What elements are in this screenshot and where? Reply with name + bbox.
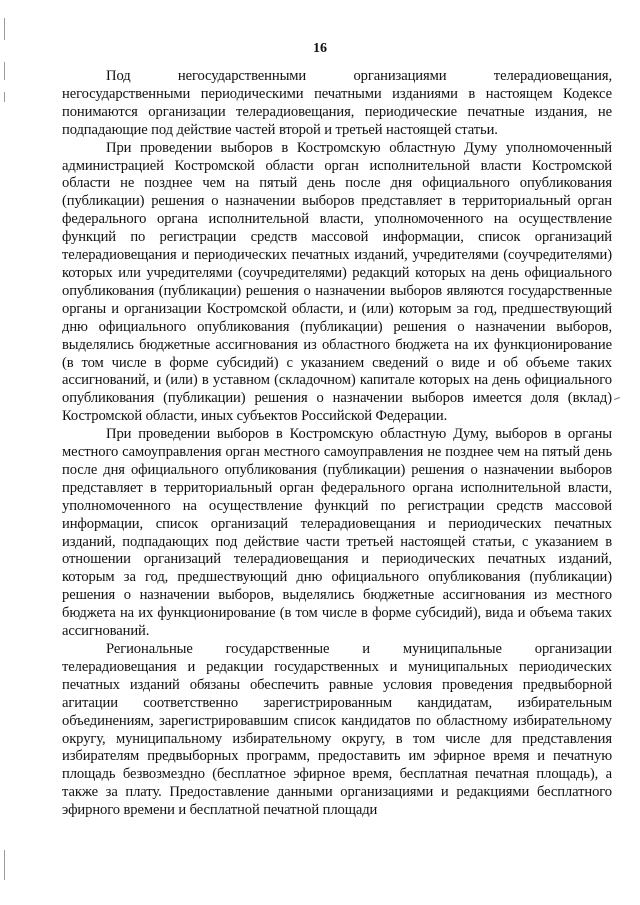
scan-speck [614, 397, 620, 400]
paragraph-equal-conditions: Региональные государственные и муниципальные организации телерадиовещания и редакции государственных и муниципальных периодических печатных изданий обязаны обеспечить равные условия проведения предвыборной агитации соответственно зарегистрированным кандидатам, избирательным объединениям, зарегистрировавшим список кандидатов по областному избирательному округу, муниципальному избирательному округу, в том числе для представления избирателям предвыборных программ, предоставить им эфирное время и печатную площадь безвозмездно (бесплатное эфирное время, бесплатная печатная площадь), а также за плату. Предоставление данными организациями и редакциями бесплатного эфирного времени и бесплатной печатной площади [62, 641, 612, 819]
paragraph-definition: Под негосударственными организациями телерадиовещания, негосударственными периодическими печатными изданиями в настоящем Кодексе понимаются организации телерадиовещания, периодические печатные издания, не подпадающие под действие частей второй и третьей настоящей статьи. [62, 68, 612, 138]
paragraph-local-elections: При проведении выборов в Костромскую областную Думу, выборов в органы местного самоуправления орган местного самоуправления не позднее чем на пятый день после дня официального опубликования (публикации) решения о назначении выборов представляет в территориальный орган федерального органа исполнительной власти, уполномоченного на осуществление функций по регистрации средств массовой информации, список организаций телерадиовещания и периодических печатных изданий, подпадающих под действие части третьей настоящей статьи, с указанием в отношении организаций телерадиовещания и периодических печатных изданий, которым за год, предшествующий дню официального опубликования (публикации) решения о назначении выборов, выделялись бюджетные ассигнования из местного бюджета на их функционирование (в том числе в форме субсидий), вида и объема таких ассигнований. [62, 426, 612, 640]
paragraph-regional-elections: При проведении выборов в Костромскую областную Думу уполномоченный администрацией Костромской области орган исполнительной власти Костромской области не позднее чем на пятый день после дня официального опубликования (публикации) решения о назначении выборов представляет в территориальный орган федерального органа исполнительной власти, уполномоченного на осуществление функций по регистрации средств массовой информации, список организаций телерадиовещания и периодических печатных изданий, учредителями (соучредителями) которых или учредителями (соучредителями) редакций которых на день официального опубликования (публикации) решения о назначении выборов являются государственные органы и организации Костромской области, и (или) которым за год, предшествующий дню официального опубликования (публикации) решения о назначении выборов, выделялись бюджетные ассигнования из областного бюджета на их функционирование (в том числе в форме субсидий) с указанием сведений о виде и об объеме таких ассигнований, и (или) в уставном (складочном) капитале которых на день официального опубликования (публикации) решения о назначении выборов имеется доля (вклад) Костромской области, иных субъектов Российской Федерации. [62, 139, 612, 425]
page-number: 16 [313, 41, 327, 56]
scan-edge-mark [4, 92, 5, 102]
document-body [62, 68, 612, 820]
scan-edge-mark [4, 850, 5, 880]
scan-edge-mark [4, 18, 5, 40]
scan-edge-mark [4, 62, 5, 80]
